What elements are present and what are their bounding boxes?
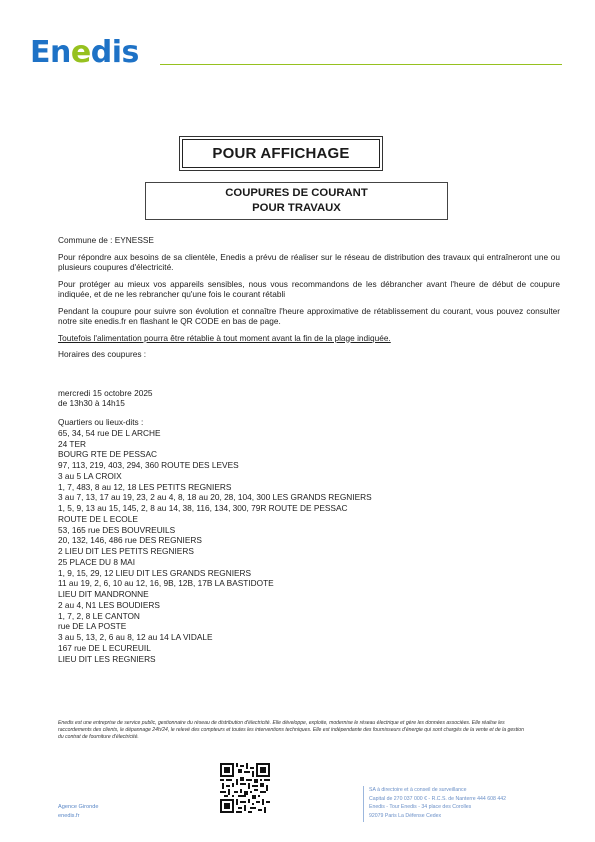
legal-divider (363, 786, 364, 822)
paragraph-follow: Pendant la coupure pour suivre son évolution et connaître l'heure approximative de rétablissement du courant, vous pouvez consulter notre site enedis.fr en flashant le QR CODE en bas de page. (58, 305, 560, 326)
title-box (182, 139, 380, 168)
address-item: 1, 7, 2, 8 LE CANTON (58, 610, 140, 621)
address-item: 65, 34, 54 rue DE L ARCHE (58, 427, 161, 438)
subtitle-line-2: POUR TRAVAUX (252, 202, 341, 214)
subtitle-box (145, 182, 448, 220)
paragraph-restore: Toutefois l'alimentation pourra être rétablie à tout moment avant la fin de la plage indiquée. (58, 332, 391, 343)
address-item: 3 au 5, 13, 2, 6 au 8, 12 au 14 LA VIDALE (58, 632, 213, 642)
subtitle-line-1: COUPURES DE COURANT (225, 187, 368, 199)
company-footnote: Enedis est une entreprise de service public, gestionnaire du réseau de distribution d'électricité. Elle développe, exploite, modernise le réseau électrique et gère les données associées. Elle réalise les raccordements des clients, le dépannage 24h/24, le relevé des compteurs et toutes les interventions techniques. Elle est indépendante des fournisseurs d'énergie qui sont chargés de la vente et de la gestion du contrat de fourniture d'électricité. (58, 720, 524, 740)
logo-part-dis: dis (90, 35, 139, 70)
paragraph-protect: Pour protéger au mieux vos appareils sensibles, nous vous recommandons de les débrancher avant l'heure de début de coupure indiquée, et de ne les rebrancher qu'une fois le courant rétabli (58, 278, 560, 299)
agency-name: Agence Gironde (58, 804, 99, 810)
address-item: 3 au 7, 13, 17 au 19, 23, 2 au 4, 8, 18 au 20, 28, 104, 300 LES GRANDS REGNIERS (58, 492, 372, 503)
qr-code-icon[interactable] (220, 763, 270, 813)
legal-line: 92079 Paris La Défense Cedex (369, 812, 442, 819)
quartiers-label: Quartiers ou lieux-dits : (58, 417, 144, 427)
address-item: BOURG RTE DE PESSAC (58, 449, 157, 460)
outage-date: mercredi 15 octobre 2025 (58, 387, 153, 398)
address-item: ROUTE DE L ECOLE (58, 513, 138, 524)
logo-part-e: e (70, 35, 91, 70)
address-item: 3 au 5 LA CROIX (58, 470, 122, 481)
agency-info (58, 803, 98, 820)
address-item: 2 LIEU DIT LES PETITS REGNIERS (58, 546, 194, 556)
address-item: 11 au 19, 2, 6, 10 au 12, 16, 9B, 12B, 17B LA BASTIDOTE (58, 578, 274, 589)
legal-line: SA à directoire et à conseil de surveillance (369, 787, 467, 793)
paragraph-intro: Pour répondre aux besoins de sa clientèle, Enedis a prévu de réaliser sur le réseau de distribution des travaux qui entraîneront une ou plusieurs coupures d'électricité. (58, 251, 560, 272)
title-label: POUR AFFICHAGE (212, 145, 350, 162)
legal-line: Capital de 270 037 000 € - R.C.S. de Nanterre 444 608 442 (369, 795, 506, 802)
address-item: LIEU DIT LES REGNIERS (58, 653, 156, 664)
address-item: 2 au 4, N1 LES BOUDIERS (58, 599, 160, 610)
notice-body (58, 235, 560, 664)
address-item: 97, 113, 219, 403, 294, 360 ROUTE DES LEVES (58, 460, 239, 470)
address-item: rue DE LA POSTE (58, 621, 127, 632)
address-list (58, 428, 560, 665)
horaires-label: Horaires des coupures : (58, 349, 147, 359)
legal-line: Enedis - Tour Enedis - 34 place des Corolles (369, 804, 472, 810)
address-item: 167 rue DE L ECUREUIL (58, 642, 151, 653)
address-item: 25 PLACE DU 8 MAI (58, 556, 136, 567)
address-item: 20, 132, 146, 486 rue DES REGNIERS (58, 535, 202, 546)
commune-line: Commune de : EYNESSE (58, 235, 154, 245)
address-item: 1, 9, 15, 29, 12 LIEU DIT LES GRANDS REGNIERS (58, 567, 252, 578)
enedis-logo (30, 35, 139, 70)
outage-time: de 13h30 à 14h15 (58, 398, 125, 409)
agency-site-link[interactable]: enedis.fr (58, 812, 80, 819)
address-item: 1, 7, 483, 8 au 12, 18 LES PETITS REGNIERS (58, 481, 232, 492)
address-item: LIEU DIT MANDRONNE (58, 589, 149, 599)
logo-part-en: En (30, 35, 71, 70)
address-item: 1, 5, 9, 13 au 15, 145, 2, 8 au 14, 38, 116, 134, 300, 79R ROUTE DE PESSAC (58, 503, 348, 513)
address-item: 24 TER (58, 438, 86, 449)
address-item: 53, 165 rue DES BOUVREUILS (58, 524, 176, 535)
header-divider (160, 64, 562, 65)
legal-info (369, 786, 506, 820)
